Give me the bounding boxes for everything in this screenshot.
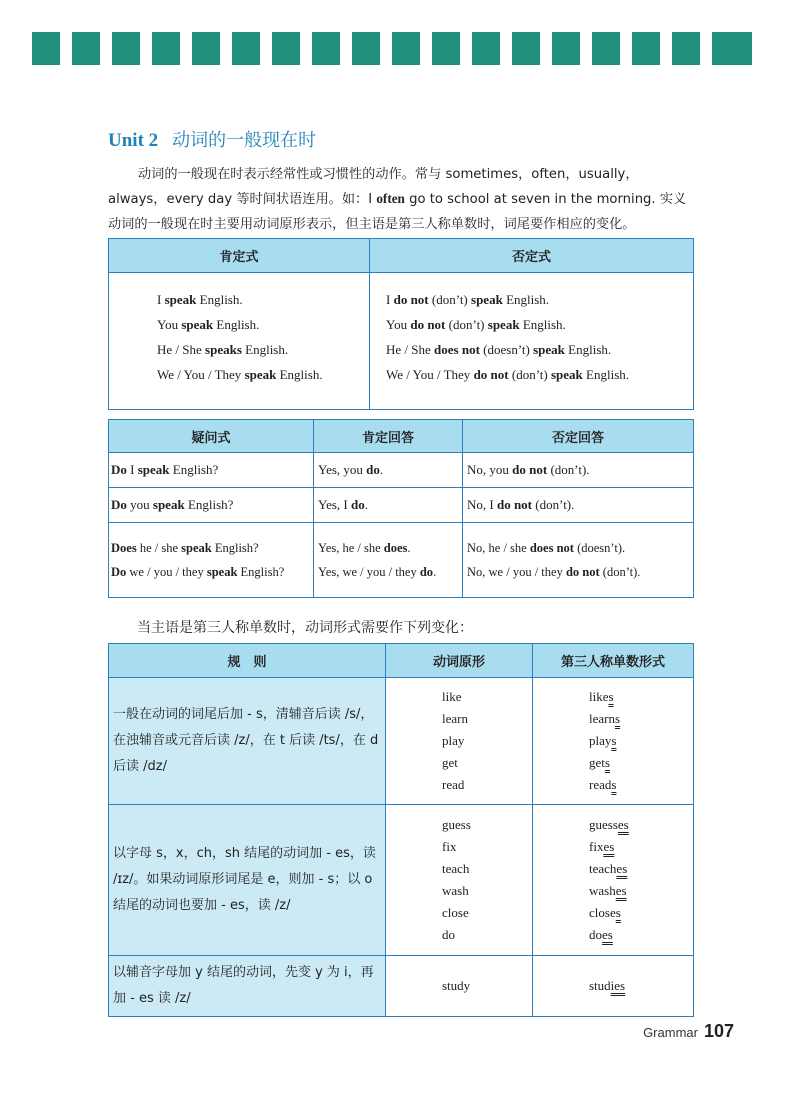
question-answer-table xyxy=(108,419,694,598)
yes-answer-cell: Yes, he / she does. Yes, we / you / they do. xyxy=(314,523,463,598)
no-answer-cell: No, I do not (don’t). xyxy=(463,488,694,523)
header-yes-answer: 肯定回答 xyxy=(314,420,463,453)
base-form-cell: guess fix teach wash close do xyxy=(386,805,533,956)
negative-line: I do not (don’t) speak English. xyxy=(386,292,550,307)
rule-cell: 以辅音字母加 y 结尾的动词，先变 y 为 i，再加 - es 读 /z/ xyxy=(109,956,386,1017)
header-negative: 否定式 xyxy=(370,239,694,273)
negative-line: We / You / They do not (don’t) speak English. xyxy=(386,367,630,382)
affirmative-line: I speak English. xyxy=(157,292,243,307)
rule-note: 当主语是第三人称单数时，动词形式需要作下列变化： xyxy=(137,620,473,636)
negative-line: He / She does not (doesn’t) speak English. xyxy=(386,342,612,357)
unit-number: Unit 2 xyxy=(108,130,159,151)
section-label: Grammar xyxy=(643,1025,698,1040)
base-form-cell: like learn play get read xyxy=(386,678,533,805)
third-person-cell: studies xyxy=(533,956,694,1017)
unit-topic: 动词的一般现在时 xyxy=(172,130,317,151)
affirmative-column xyxy=(109,273,370,410)
question-cell: Do I speak English? xyxy=(109,453,314,488)
rule-cell: 以字母 s，x，ch，sh 结尾的动词加 - es，读 /ɪz/。如果动词原形词尾是 e，则加 - s；以 o 结尾的动词也要加 - es，读 /z/ xyxy=(109,805,386,956)
affirmative-negative-table xyxy=(108,238,694,410)
intro-bold-word: often xyxy=(376,191,405,206)
page-footer xyxy=(643,1021,734,1042)
no-answer-cell: No, you do not (don’t). xyxy=(463,453,694,488)
question-cell: Do you speak English? xyxy=(109,488,314,523)
third-person-cell: guesses fixes teaches washes closes does xyxy=(533,805,694,956)
header-no-answer: 否定回答 xyxy=(463,420,694,453)
table-row xyxy=(109,523,694,598)
table-row xyxy=(109,956,694,1017)
header-base-form: 动词原形 xyxy=(386,644,533,678)
negative-line: You do not (don’t) speak English. xyxy=(386,317,566,332)
header-question: 疑问式 xyxy=(109,420,314,453)
intro-part2: go to school at seven in the morning. 实义动词的一般现在时主要用动词原形表示，但主语是第三人称单数时，词尾要作相应的变化。 xyxy=(108,192,687,232)
affirmative-line: We / You / They speak English. xyxy=(157,367,323,382)
page-number: 107 xyxy=(703,1021,734,1041)
no-answer-cell: No, he / she does not (doesn’t). No, we / you / they do not (don’t). xyxy=(463,523,694,598)
question-cell: Does he / she speak English? Do we / you / they speak English? xyxy=(109,523,314,598)
header-rule: 规 则 xyxy=(109,644,386,678)
header-affirmative: 肯定式 xyxy=(109,239,370,273)
third-person-cell: likes learns plays gets reads xyxy=(533,678,694,805)
base-form-cell: study xyxy=(386,956,533,1017)
unit-heading xyxy=(108,126,316,152)
table-row xyxy=(109,805,694,956)
yes-answer-cell: Yes, I do. xyxy=(314,488,463,523)
table-row xyxy=(109,678,694,805)
negative-column xyxy=(370,273,694,410)
third-person-rules-table xyxy=(108,643,694,1017)
header-third-person-form: 第三人称单数形式 xyxy=(533,644,694,678)
table-row xyxy=(109,453,694,488)
intro-paragraph xyxy=(108,162,696,237)
header-decoration-bar xyxy=(32,32,752,65)
intro-part1: 动词的一般现在时表示经常性或习惯性的动作。常与 sometimes，often，usually，always，every day 等时间状语连用。如：I xyxy=(108,167,639,207)
affirmative-line: He / She speaks English. xyxy=(157,342,289,357)
table-row xyxy=(109,488,694,523)
yes-answer-cell: Yes, you do. xyxy=(314,453,463,488)
rule-cell: 一般在动词的词尾后加 - s，清辅音后读 /s/，在浊辅音或元音后读 /z/，在 t 后读 /ts/，在 d 后读 /dz/ xyxy=(109,678,386,805)
affirmative-line: You speak English. xyxy=(157,317,260,332)
